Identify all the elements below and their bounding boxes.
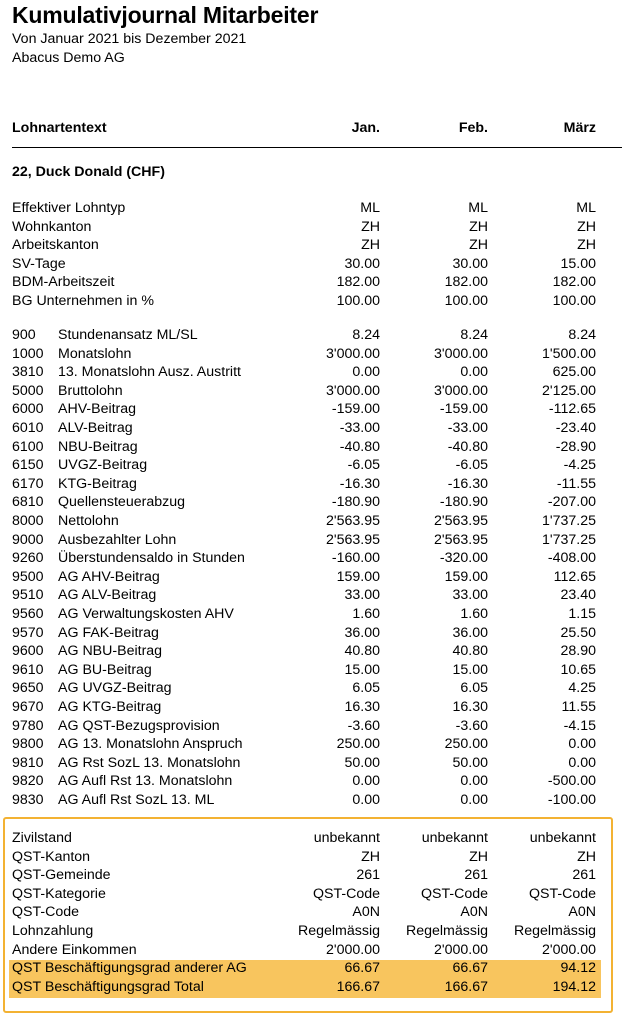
value-mar: Regelmässig xyxy=(513,923,596,939)
value-mar: -28.90 xyxy=(555,438,596,455)
value-mar: 15.00 xyxy=(560,255,596,272)
value-feb: ZH xyxy=(469,237,488,254)
value-mar: 2'000.00 xyxy=(542,941,596,958)
value-jan: 40.80 xyxy=(344,643,380,660)
value-mar: 194.12 xyxy=(552,978,596,995)
table-row xyxy=(0,978,623,997)
value-mar: 8.24 xyxy=(568,327,596,343)
value-jan: -159.00 xyxy=(331,401,380,418)
value-mar: 1.15 xyxy=(568,606,596,622)
value-feb: 16.30 xyxy=(452,699,488,715)
row-label: Effektiver Lohntyp xyxy=(12,200,126,216)
table-row xyxy=(0,922,623,941)
table-row xyxy=(0,345,623,364)
value-mar: 112.65 xyxy=(553,568,596,585)
value-mar: 4.25 xyxy=(568,680,596,697)
wage-description: AG BU-Beitrag xyxy=(58,661,152,678)
row-label: QST Beschäftigungsgrad anderer AG xyxy=(12,960,247,977)
table-row xyxy=(0,400,623,419)
value-jan: 8.24 xyxy=(352,327,380,343)
value-feb: 100.00 xyxy=(444,293,488,309)
value-feb: 30.00 xyxy=(452,255,488,272)
table-row xyxy=(0,866,623,885)
value-mar: -4.15 xyxy=(563,717,596,734)
table-row xyxy=(0,326,623,345)
wage-code: 6810 xyxy=(12,494,44,511)
value-mar: ZH xyxy=(577,848,596,865)
table-row xyxy=(0,549,623,568)
value-feb: -3.60 xyxy=(455,717,488,734)
value-mar: 1'737.25 xyxy=(542,513,596,529)
wage-description: AHV-Beitrag xyxy=(58,401,137,418)
row-label: BDM-Arbeitszeit xyxy=(12,274,115,291)
value-mar: -500.00 xyxy=(547,773,596,790)
value-mar: -112.65 xyxy=(548,401,596,418)
value-mar: 1'500.00 xyxy=(542,345,596,362)
wage-description: Ausbezahlter Lohn xyxy=(58,531,177,548)
table-row xyxy=(0,959,623,978)
table-row xyxy=(0,735,623,754)
value-feb: QST-Code xyxy=(420,885,488,902)
wage-description: Stundenansatz ML/SL xyxy=(58,327,198,343)
row-label: Arbeitskanton xyxy=(12,237,99,254)
value-feb: 3'000.00 xyxy=(434,345,488,362)
wage-code: 3810 xyxy=(12,364,44,381)
value-mar: 0.00 xyxy=(568,736,596,753)
row-label: Wohnkanton xyxy=(12,218,92,235)
value-feb: -159.00 xyxy=(439,401,488,418)
wage-description: Nettolohn xyxy=(58,513,119,529)
table-row xyxy=(0,605,623,624)
value-feb: 0.00 xyxy=(460,773,488,790)
value-feb: 36.00 xyxy=(452,624,488,641)
row-label: Zivilstand xyxy=(12,830,72,846)
wage-code: 9650 xyxy=(12,680,44,697)
value-mar: -23.40 xyxy=(555,420,596,436)
value-feb: 250.00 xyxy=(444,736,488,753)
wage-description: Bruttolohn xyxy=(58,382,123,399)
value-jan: 2'563.95 xyxy=(326,513,380,529)
value-feb: 33.00 xyxy=(452,587,488,604)
wage-code: 6100 xyxy=(12,438,44,455)
value-jan: -180.90 xyxy=(331,494,380,511)
table-row xyxy=(0,772,623,791)
value-mar: ZH xyxy=(577,237,596,254)
wage-code: 9000 xyxy=(12,531,44,548)
value-feb: -180.90 xyxy=(439,494,488,511)
wage-code: 9600 xyxy=(12,643,44,660)
value-feb: 166.67 xyxy=(444,978,488,995)
value-feb: -6.05 xyxy=(455,457,488,474)
wage-description: Quellensteuerabzug xyxy=(58,494,185,511)
value-feb: Regelmässig xyxy=(405,923,488,939)
value-jan: -16.30 xyxy=(339,475,380,492)
wage-code: 6000 xyxy=(12,401,44,418)
value-jan: 15.00 xyxy=(344,661,380,678)
company-name: Abacus Demo AG xyxy=(12,50,125,66)
wage-description: 13. Monatslohn Ausz. Austritt xyxy=(58,364,241,381)
wage-description: AG Rst SozL 13. Monatslohn xyxy=(58,754,241,771)
value-feb: 2'563.95 xyxy=(434,513,488,529)
table-row xyxy=(0,475,623,494)
wage-code: 9500 xyxy=(12,568,44,585)
value-jan: 261 xyxy=(356,867,380,884)
value-jan: 30.00 xyxy=(344,255,380,272)
wage-code: 6150 xyxy=(12,457,44,474)
table-row xyxy=(0,438,623,457)
wage-description: NBU-Beitrag xyxy=(58,438,138,455)
table-row xyxy=(0,363,623,382)
value-jan: -33.00 xyxy=(339,420,380,436)
wage-code: 6010 xyxy=(12,420,44,436)
row-label: QST-Gemeinde xyxy=(12,867,111,884)
value-feb: unbekannt xyxy=(421,830,488,846)
value-mar: -11.55 xyxy=(556,475,596,492)
wage-description: UVGZ-Beitrag xyxy=(58,457,148,474)
wage-code: 9260 xyxy=(12,550,44,567)
value-feb: ZH xyxy=(469,218,488,235)
table-row xyxy=(0,218,623,237)
value-feb: 0.00 xyxy=(460,364,488,381)
value-jan: 250.00 xyxy=(336,736,380,753)
wage-code: 6170 xyxy=(12,475,44,492)
wage-code: 9780 xyxy=(12,717,44,734)
table-row xyxy=(0,661,623,680)
table-row xyxy=(0,199,623,218)
value-jan: 166.67 xyxy=(336,978,380,995)
row-label: Lohnzahlung xyxy=(12,923,94,939)
table-row xyxy=(0,568,623,587)
value-mar: -100.00 xyxy=(547,792,596,808)
value-mar: 11.55 xyxy=(561,699,596,715)
table-row xyxy=(0,531,623,550)
value-jan: 2'563.95 xyxy=(326,531,380,548)
value-feb: 40.80 xyxy=(452,643,488,660)
table-row xyxy=(0,698,623,717)
value-mar: 100.00 xyxy=(552,293,596,309)
value-jan: Regelmässig xyxy=(297,923,380,939)
value-mar: 28.90 xyxy=(560,643,596,660)
table-row xyxy=(0,255,623,274)
table-row xyxy=(0,292,623,311)
column-header-jan: Jan. xyxy=(351,120,380,136)
table-row xyxy=(0,754,623,773)
value-mar: 10.65 xyxy=(560,661,596,678)
wage-code: 9560 xyxy=(12,606,44,622)
wage-description: AG UVGZ-Beitrag xyxy=(58,680,172,697)
value-mar: ML xyxy=(576,200,596,216)
value-feb: 2'563.95 xyxy=(434,531,488,548)
value-mar: 625.00 xyxy=(552,364,596,381)
value-jan: 1.60 xyxy=(352,606,380,622)
value-jan: QST-Code xyxy=(312,885,380,902)
value-feb: A0N xyxy=(460,904,488,921)
value-feb: 2'000.00 xyxy=(434,941,488,958)
value-mar: -4.25 xyxy=(563,457,596,474)
value-feb: 66.67 xyxy=(452,960,488,977)
value-mar: 25.50 xyxy=(560,624,596,641)
value-feb: 3'000.00 xyxy=(434,382,488,399)
wage-code: 9820 xyxy=(12,773,44,790)
wage-description: AG FAK-Beitrag xyxy=(58,624,159,641)
column-header-feb: Feb. xyxy=(458,120,488,136)
value-jan: -3.60 xyxy=(347,717,380,734)
wage-description: AG ALV-Beitrag xyxy=(58,587,157,604)
value-feb: 261 xyxy=(464,867,488,884)
row-label: BG Unternehmen in % xyxy=(12,293,154,309)
wage-description: AG AHV-Beitrag xyxy=(58,568,160,585)
wage-code: 9670 xyxy=(12,699,44,715)
value-feb: ML xyxy=(468,200,488,216)
row-label: QST-Code xyxy=(12,904,80,921)
wage-description: AG QST-Bezugsprovision xyxy=(58,717,220,734)
report-period: Von Januar 2021 bis Dezember 2021 xyxy=(12,31,247,47)
report-title: Kumulativjournal Mitarbeiter xyxy=(12,2,319,28)
value-mar: -207.00 xyxy=(547,494,596,511)
value-jan: -6.05 xyxy=(347,457,380,474)
table-row xyxy=(0,419,623,438)
value-mar: unbekannt xyxy=(529,830,596,846)
table-row xyxy=(0,903,623,922)
table-row xyxy=(0,829,623,848)
value-mar: 23.40 xyxy=(560,587,596,604)
wage-code: 9570 xyxy=(12,624,44,641)
wage-code: 1000 xyxy=(12,345,44,362)
value-jan: 3'000.00 xyxy=(326,382,380,399)
value-mar: QST-Code xyxy=(528,885,596,902)
table-row xyxy=(0,941,623,960)
value-feb: -320.00 xyxy=(439,550,488,567)
wage-description: AG Aufl Rst 13. Monatslohn xyxy=(58,773,233,790)
table-row xyxy=(0,512,623,531)
value-jan: 36.00 xyxy=(344,624,380,641)
value-feb: 1.60 xyxy=(460,606,488,622)
value-mar: A0N xyxy=(568,904,596,921)
header-divider xyxy=(12,147,622,148)
table-row xyxy=(0,717,623,736)
value-feb: -33.00 xyxy=(447,420,488,436)
value-feb: -40.80 xyxy=(447,438,488,455)
wage-description: AG NBU-Beitrag xyxy=(58,643,163,660)
table-row xyxy=(0,624,623,643)
value-jan: 2'000.00 xyxy=(326,941,380,958)
value-feb: 0.00 xyxy=(460,792,488,808)
wage-code: 8000 xyxy=(12,513,44,529)
value-jan: 6.05 xyxy=(352,680,380,697)
table-row xyxy=(0,848,623,867)
wage-description: KTG-Beitrag xyxy=(58,475,137,492)
table-row xyxy=(0,273,623,292)
table-row xyxy=(0,456,623,475)
row-label: QST-Kategorie xyxy=(12,885,106,902)
value-feb: 50.00 xyxy=(452,754,488,771)
value-feb: 8.24 xyxy=(460,327,488,343)
value-jan: 0.00 xyxy=(352,364,380,381)
value-mar: 0.00 xyxy=(568,754,596,771)
value-mar: -408.00 xyxy=(547,550,596,567)
table-row xyxy=(0,586,623,605)
wage-description: Überstundensaldo in Stunden xyxy=(58,550,245,567)
value-jan: 182.00 xyxy=(336,274,380,291)
table-row xyxy=(0,679,623,698)
value-feb: 15.00 xyxy=(452,661,488,678)
value-mar: 94.12 xyxy=(560,960,596,977)
employee-heading: 22, Duck Donald (CHF) xyxy=(12,164,165,180)
value-jan: 16.30 xyxy=(344,699,380,715)
value-jan: 33.00 xyxy=(344,587,380,604)
value-feb: -16.30 xyxy=(447,475,488,492)
row-label: SV-Tage xyxy=(12,255,66,272)
value-jan: 0.00 xyxy=(352,773,380,790)
value-jan: ZH xyxy=(361,237,380,254)
value-jan: -40.80 xyxy=(339,438,380,455)
value-jan: -160.00 xyxy=(331,550,380,567)
value-jan: A0N xyxy=(352,904,380,921)
value-jan: unbekannt xyxy=(313,830,380,846)
value-mar: ZH xyxy=(577,218,596,235)
value-mar: 261 xyxy=(572,867,596,884)
column-header-label: Lohnartentext xyxy=(12,120,107,136)
wage-code: 9610 xyxy=(12,661,44,678)
value-mar: 182.00 xyxy=(552,274,596,291)
value-feb: 182.00 xyxy=(444,274,488,291)
wage-code: 9510 xyxy=(12,587,44,604)
wage-code: 9830 xyxy=(12,792,44,808)
wage-description: AG Verwaltungskosten AHV xyxy=(58,606,234,622)
table-row xyxy=(0,791,623,810)
wage-description: AG Aufl Rst SozL 13. ML xyxy=(58,792,215,808)
table-row xyxy=(0,493,623,512)
value-jan: ZH xyxy=(361,848,380,865)
value-mar: 2'125.00 xyxy=(542,382,596,399)
row-label: QST Beschäftigungsgrad Total xyxy=(12,978,204,995)
wage-description: Monatslohn xyxy=(58,345,132,362)
value-jan: ML xyxy=(360,200,380,216)
value-jan: 0.00 xyxy=(352,792,380,808)
wage-description: AG 13. Monatslohn Anspruch xyxy=(58,736,243,753)
table-row xyxy=(0,236,623,255)
value-jan: 3'000.00 xyxy=(326,345,380,362)
column-header-mar: März xyxy=(563,120,596,136)
value-feb: 159.00 xyxy=(444,568,488,585)
table-row xyxy=(0,642,623,661)
wage-code: 9810 xyxy=(12,754,44,771)
table-row xyxy=(0,382,623,401)
value-jan: ZH xyxy=(361,218,380,235)
row-label: Andere Einkommen xyxy=(12,941,137,958)
row-label: QST-Kanton xyxy=(12,848,91,865)
value-feb: ZH xyxy=(469,848,488,865)
value-mar: 1'737.25 xyxy=(542,531,596,548)
wage-description: ALV-Beitrag xyxy=(58,420,133,436)
value-jan: 100.00 xyxy=(336,293,380,309)
wage-description: AG KTG-Beitrag xyxy=(58,699,162,715)
value-feb: 6.05 xyxy=(460,680,488,697)
value-jan: 159.00 xyxy=(336,568,380,585)
table-row xyxy=(0,885,623,904)
value-jan: 50.00 xyxy=(344,754,380,771)
value-jan: 66.67 xyxy=(344,960,380,977)
wage-code: 5000 xyxy=(12,382,44,399)
wage-code: 900 xyxy=(12,327,36,343)
wage-code: 9800 xyxy=(12,736,44,753)
